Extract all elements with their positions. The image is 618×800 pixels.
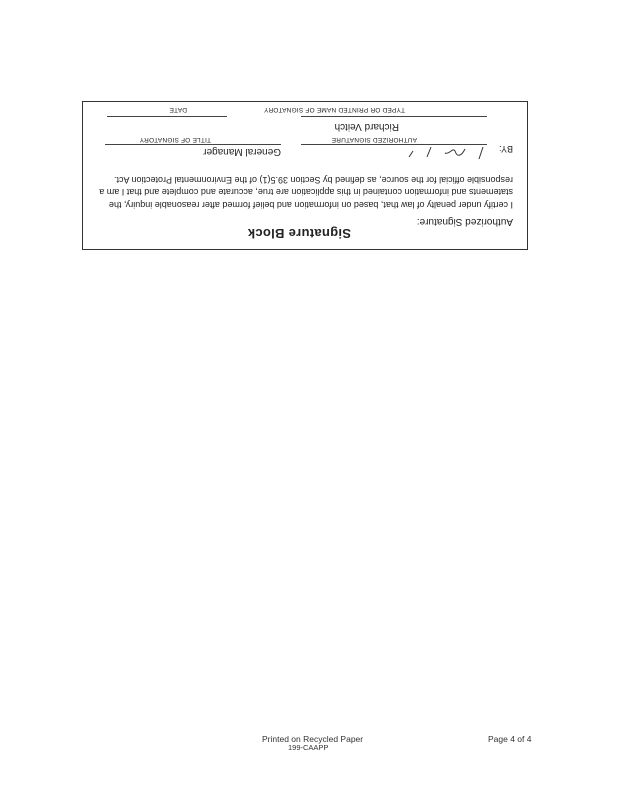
typed-name-line bbox=[301, 116, 487, 117]
by-label: BY: bbox=[498, 144, 513, 154]
signature-block-title: Signature Block bbox=[247, 226, 351, 241]
authorized-signature-line bbox=[301, 144, 487, 145]
authorized-signature-caption: AUTHORIZED SIGNATURE bbox=[331, 136, 417, 143]
footer-recycled-paper: Printed on Recycled Paper bbox=[262, 734, 364, 744]
footer-form-code: 199-CAAPP bbox=[288, 743, 329, 752]
date-caption: DATE bbox=[169, 106, 187, 113]
certification-text: I certify under penalty of law that, based on information and belief formed after reasonable inquiry, the statements and information contained in this application are true, accurate and complete and that I am a responsible official for the source, as defined by Section 39.5(1) of the Environmental Protection Act. bbox=[99, 175, 513, 210]
title-line bbox=[105, 144, 281, 145]
signatory-name-value: Richard Veitch bbox=[334, 121, 399, 132]
title-of-signatory-caption: TITLE OF SIGNATORY bbox=[139, 136, 211, 143]
handwritten-signature bbox=[377, 143, 487, 161]
date-line bbox=[107, 116, 227, 117]
footer-page-number: Page 4 of 4 bbox=[488, 734, 532, 744]
title-of-signatory-value: General Manager bbox=[203, 146, 281, 157]
authorized-signature-label: Authorized Signature: bbox=[416, 216, 513, 227]
signature-block bbox=[82, 101, 528, 250]
typed-name-caption: TYPED OR PRINTED NAME OF SIGNATORY bbox=[263, 106, 405, 113]
